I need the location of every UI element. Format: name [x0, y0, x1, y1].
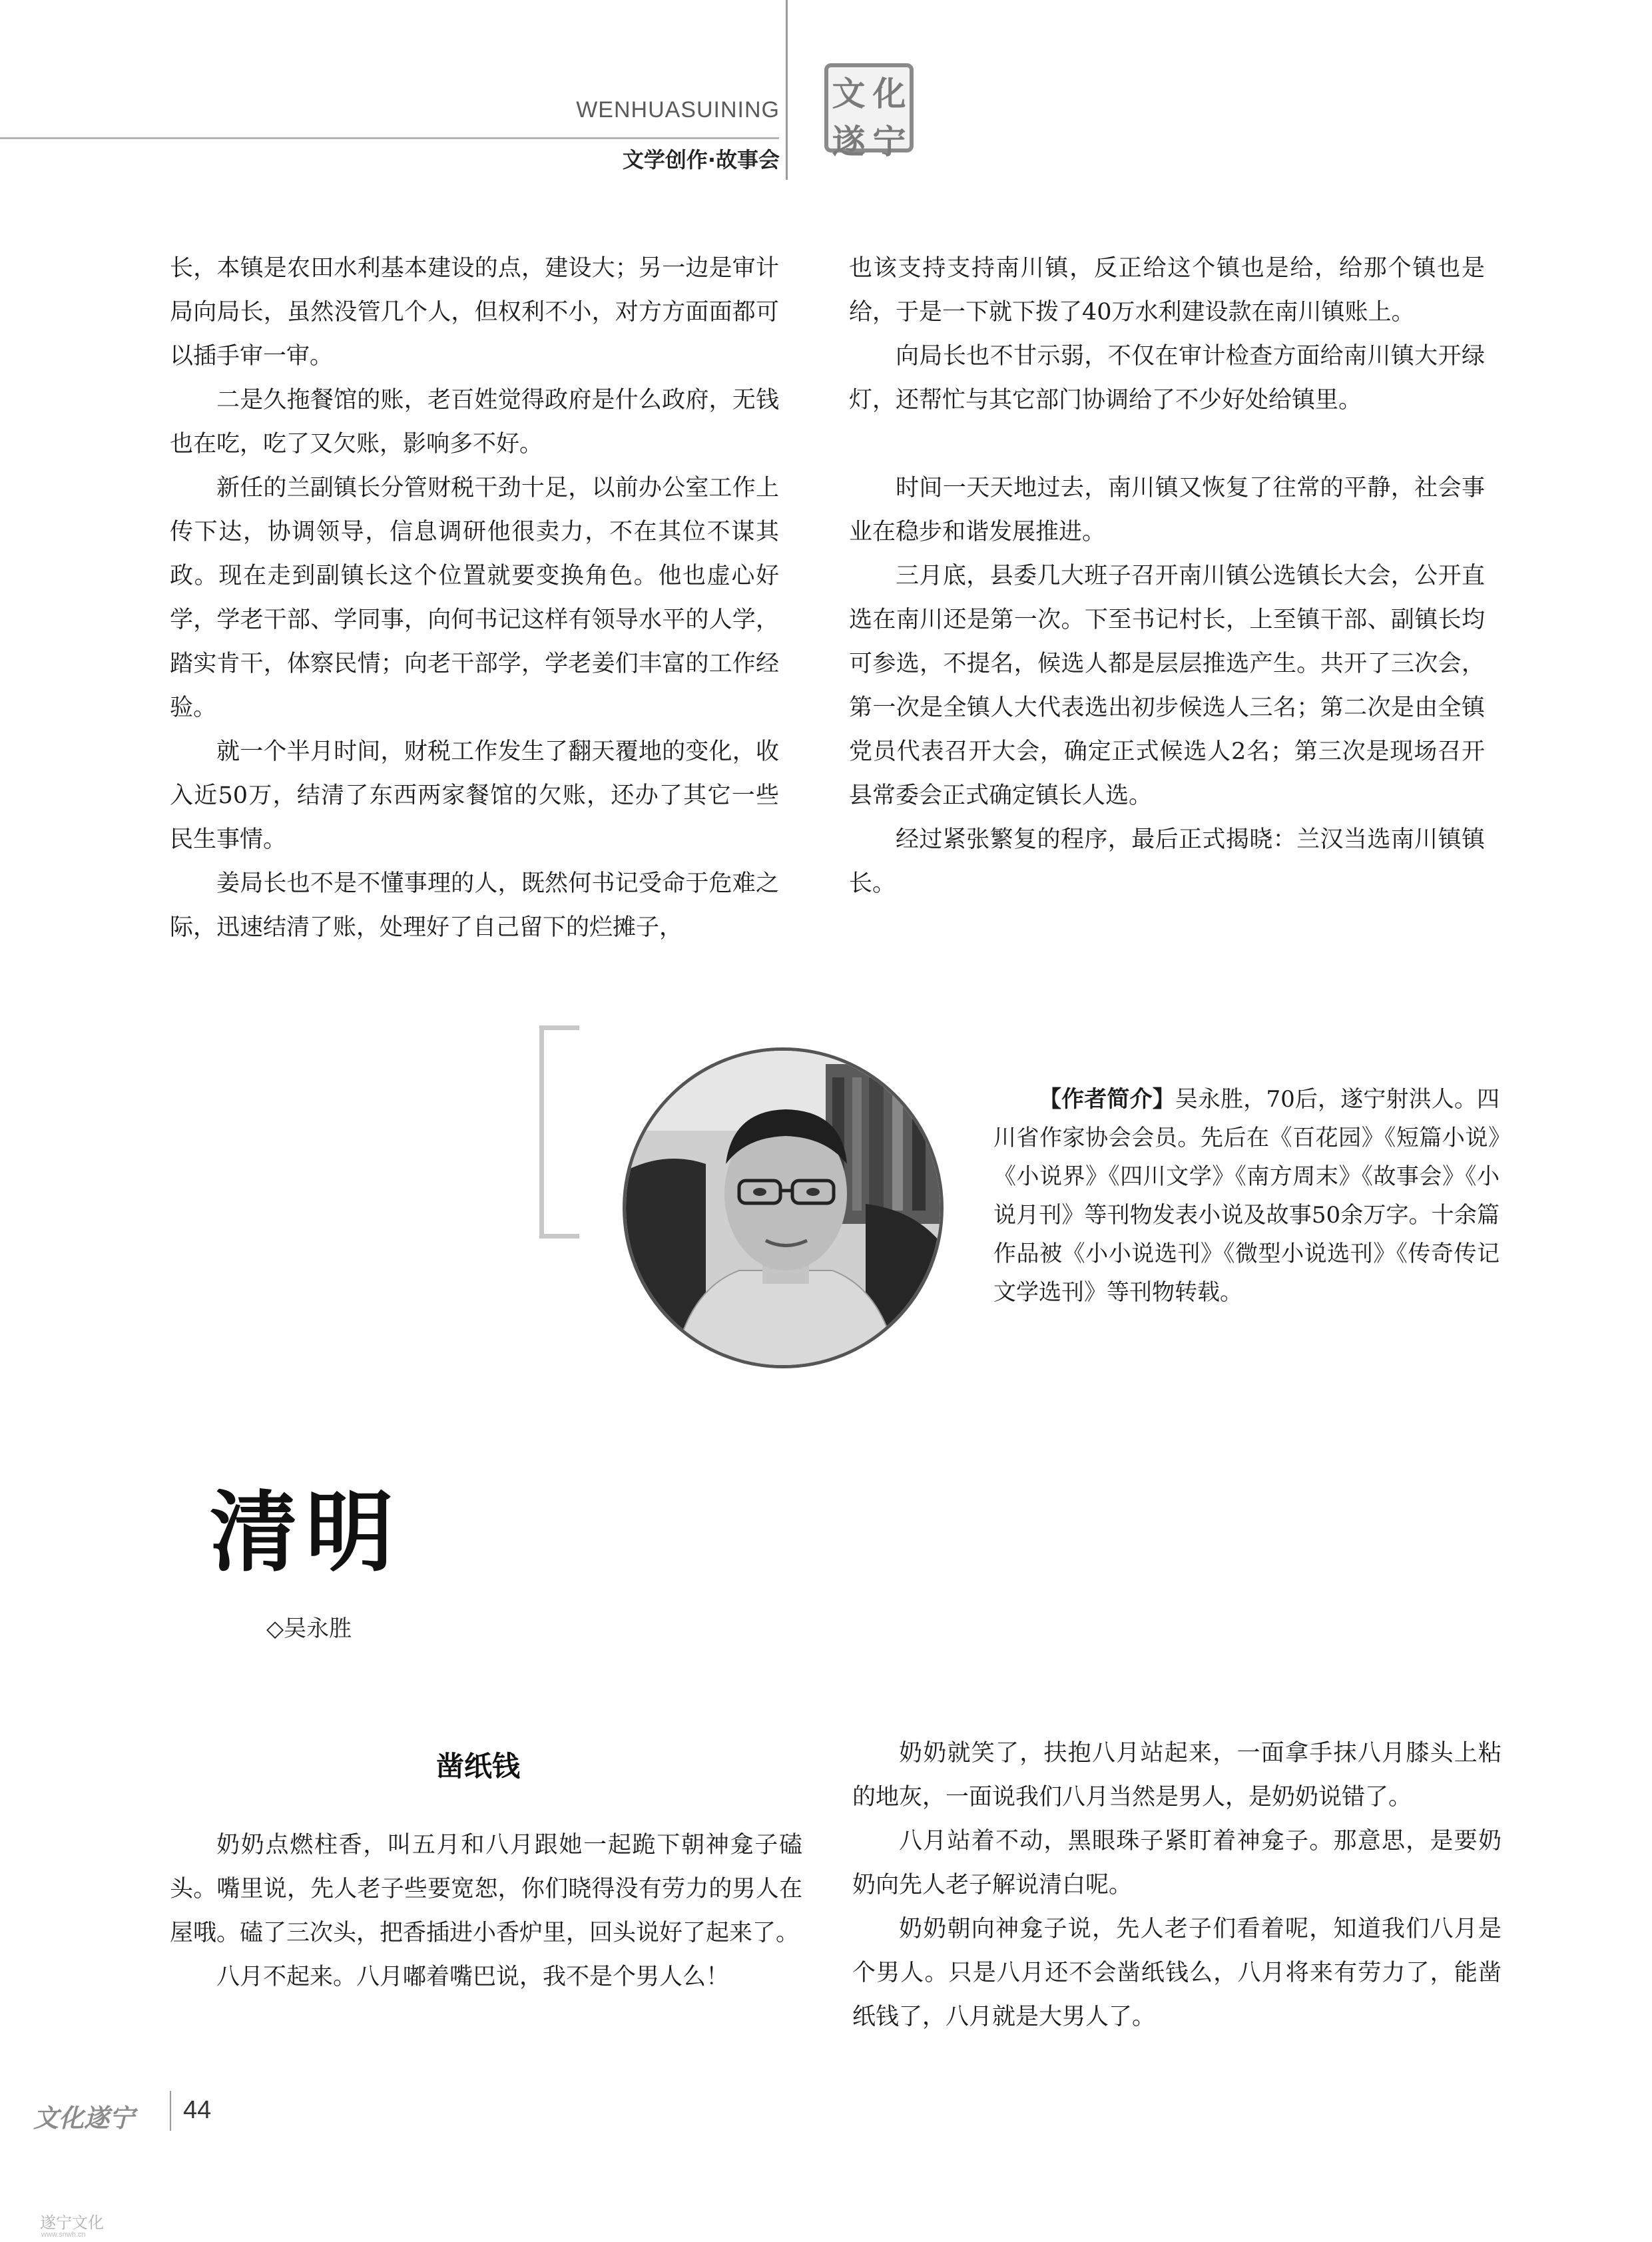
header-english-title: WENHUASUINING: [576, 97, 780, 123]
decorative-bracket: [539, 1025, 579, 1239]
paragraph: 长，本镇是农田水利基本建设的点，建设大；另一边是审计局向局长，虽然没管几个人，但权利不小，对方方面面都可以插手审一审。: [170, 255, 779, 370]
paragraph: 八月站着不动，黑眼珠子紧盯着神龛子。那意思，是要奶奶向先人老子解说清白呢。: [852, 1828, 1502, 1898]
page-number: 44: [183, 2096, 212, 2124]
portrait-image: [626, 1051, 944, 1368]
paragraph: 二是久拖餐馆的账，老百姓觉得政府是什么政府，无钱也在吃，吃了又欠账，影响多不好。: [170, 387, 779, 457]
author-bio-label: 【作者简介】: [1039, 1086, 1175, 1113]
paragraph: 奶奶点燃柱香，叫五月和八月跟她一起跪下朝神龛子磕头。嘴里说，先人老子些要宽恕，你们晓得没有劳力的男人在屋哦。磕了三次头，把香插进小香炉里，回头说好了起来了。: [170, 1832, 802, 1946]
story-left-column: [170, 1823, 802, 1999]
seal-char: 宁: [872, 122, 906, 161]
paragraph: 姜局长也不是不懂事理的人，既然何书记受命于危难之际，迅速结清了账，处理好了自己留下的烂摊子，: [170, 870, 779, 941]
footer-separator: [170, 2091, 171, 2131]
footer-logo-text: 遂宁文化: [40, 2213, 104, 2232]
paragraph: 八月不起来。八月嘟着嘴巴说，我不是个男人么！: [216, 1964, 730, 1990]
header-vertical-rule: [786, 0, 788, 180]
story-right-column: [852, 1731, 1502, 2039]
seal-char: 化: [872, 74, 906, 113]
author-bio: [993, 1080, 1500, 1312]
paragraph: 奶奶朝向神龛子说，先人老子们看着呢，知道我们八月是个男人。只是八月还不会凿纸钱么，八月将来有劳力了，能凿纸钱了，八月就是大男人了。: [852, 1916, 1502, 2030]
paragraph: 奶奶就笑了，扶抱八月站起来，一面拿手抹八月膝头上粘的地灰，一面说我们八月当然是男人，是奶奶说错了。: [852, 1740, 1502, 1811]
header-horizontal-rule: [0, 137, 779, 139]
story-title: 清明: [210, 1482, 402, 1584]
author-portrait: [623, 1047, 944, 1368]
top-left-column: [170, 246, 779, 950]
paragraph: 向局长也不甘示弱，不仅在审计检查方面给南川镇大开绿灯，还帮忙与其它部门协调给了不少好处给镇里。: [849, 343, 1485, 414]
paragraph: 时间一天天地过去，南川镇又恢复了往常的平静，社会事业在稳步和谐发展推进。: [849, 475, 1485, 545]
header-section-label: 文学创作·故事会: [622, 147, 780, 172]
seal-char: 遂: [832, 122, 866, 161]
story-subheading: 凿纸钱: [436, 1750, 521, 1783]
footer-magazine-name: 文化遂宁: [33, 2103, 135, 2133]
footer-logo-url: www.snwh.cn: [41, 2231, 86, 2239]
story-byline: ◇吴永胜: [266, 1615, 352, 1642]
paragraph: 经过紧张繁复的程序，最后正式揭晓：兰汉当选南川镇镇长。: [849, 826, 1485, 897]
paragraph: 新任的兰副镇长分管财税干劲十足，以前办公室工作上传下达，协调领导，信息调研他很卖力，不在其位不谋其政。现在走到副镇长这个位置就要变换角色。他也虚心好学，学老干部、学同事，向何书记这样有领导水平的人学，踏实肯干，体察民情；向老干部学，学老姜们丰富的工作经验。: [170, 475, 779, 721]
top-right-column: [849, 246, 1485, 906]
paragraph: 就一个半月时间，财税工作发生了翻天覆地的变化，收入近50万，结清了东西两家餐馆的欠账，还办了其它一些民生事情。: [170, 738, 779, 853]
magazine-seal-logo: [824, 63, 914, 161]
paragraph: 也该支持支持南川镇，反正给这个镇也是给，给那个镇也是给，于是一下就下拨了40万水利建设款在南川镇账上。: [849, 255, 1485, 326]
seal-char: 文: [832, 74, 866, 113]
author-bio-text: 吴永胜，70后，遂宁射洪人。四川省作家协会会员。先后在《百花园》《短篇小说》《小说界》《四川文学》《南方周末》《故事会》《小说月刊》等刊物发表小说及故事50余万字。十余篇作品被《小小说选刊》《微型小说选刊》《传奇传记文学选刊》等刊物转载。: [993, 1086, 1500, 1306]
paragraph: 三月底，县委几大班子召开南川镇公选镇长大会，公开直选在南川还是第一次。下至书记村长，上至镇干部、副镇长均可参选，不提名，候选人都是层层推选产生。共开了三次会，第一次是全镇人大代表选出初步候选人三名；第二次是由全镇党员代表召开大会，确定正式候选人2名；第三次是现场召开县常委会正式确定镇长人选。: [849, 563, 1485, 809]
